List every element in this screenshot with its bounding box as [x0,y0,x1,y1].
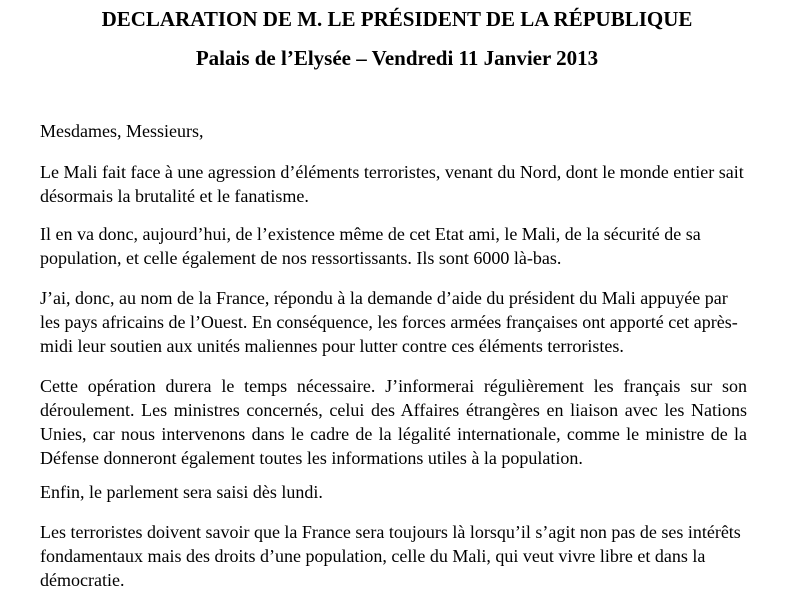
document-subtitle: Palais de l’Elysée – Vendredi 11 Janvier 2013 [195,46,599,70]
paragraph-operation-duration: Cette opération durera le temps nécessaire. J’informerai régulièrement les français sur son déroulement. Les ministres concernés, celui des Affaires étrangères en liaison avec les Nations Unies, car nous intervenons dans le cadre de la légalité internationale, comme le ministre de la Défense donneront également toutes les informations utiles à la population. [40,376,747,468]
document-title: DECLARATION DE M. LE PRÉSIDENT DE LA RÉPUBLIQUE [101,7,693,31]
paragraph-mali-aggression: Le Mali fait face à une agression d’éléments terroristes, venant du Nord, dont le monde entier sait désormais la brutalité et le fanatisme. [40,162,744,206]
paragraph-military-support: J’ai, donc, au nom de la France, répondu à la demande d’aide du président du Mali appuyée par les pays africains de l’Ouest. En conséquence, les forces armées françaises ont apporté cet après-midi leur soutien aux unités maliennes pour lutter contre ces éléments terroristes. [40,288,738,356]
paragraph-parliament: Enfin, le parlement sera saisi dès lundi. [40,482,323,502]
paragraph-existence-security: Il en va donc, aujourd’hui, de l’existence même de cet Etat ami, le Mali, de la sécurité de sa population, et celle également de nos ressortissants. Ils sont 6000 là-bas. [40,224,701,268]
salutation: Mesdames, Messieurs, [40,121,204,141]
paragraph-terrorists-warning: Les terroristes doivent savoir que la France sera toujours là lorsqu’il s’agit non pas de ses intérêts fondamentaux mais des droits d’une population, celle du Mali, qui veut vivre libre et dans la démocratie. [40,522,741,590]
